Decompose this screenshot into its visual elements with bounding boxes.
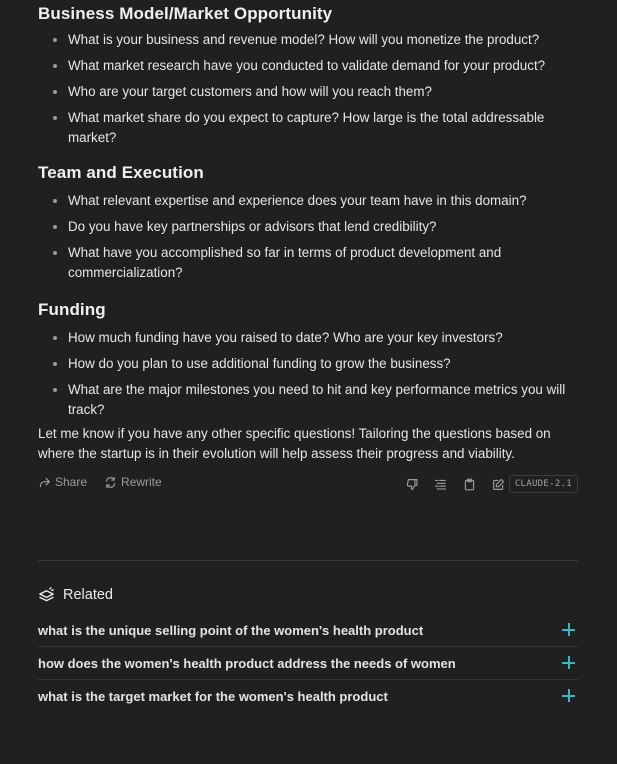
list-item: How much funding have you raised to date? Who are your key investors? xyxy=(38,328,578,348)
list-item: What are the major milestones you need to hit and key performance metrics you will track? xyxy=(38,380,578,419)
list-item: What is your business and revenue model? How will you monetize the product? xyxy=(38,30,578,50)
related-title: Related xyxy=(63,587,113,603)
dislike-button[interactable] xyxy=(404,476,420,492)
list-item: Who are your target customers and how will you reach them? xyxy=(38,82,578,102)
section-heading: Business Model/Market Opportunity xyxy=(38,4,333,23)
list-icon xyxy=(434,478,447,491)
share-icon xyxy=(38,476,51,489)
related-item-label: what is the unique selling point of the women's health product xyxy=(38,622,424,638)
clipboard-icon xyxy=(463,478,476,491)
share-button[interactable] xyxy=(38,475,87,489)
rewrite-button[interactable] xyxy=(104,475,162,489)
list-item: Do you have key partnerships or advisors that lend credibility? xyxy=(38,217,578,237)
section-divider xyxy=(38,560,578,561)
list-item: What relevant expertise and experience does your team have in this domain? xyxy=(38,191,578,211)
answer-content xyxy=(38,0,578,493)
related-heading xyxy=(38,587,113,603)
list-item: What market research have you conducted to validate demand for your product? xyxy=(38,56,578,76)
thumbs-down-icon xyxy=(406,478,419,491)
closing-paragraph: Let me know if you have any other specific questions! Tailoring the questions based on where the startup is in their evolution will help assess their progress and viability. xyxy=(38,426,551,461)
list-item: How do you plan to use additional funding to grow the business? xyxy=(38,354,578,374)
related-list xyxy=(38,614,578,712)
plus-icon[interactable] xyxy=(562,623,576,637)
related-item-label: what is the target market for the women's health product xyxy=(38,688,388,704)
related-item-label: how does the women's health product address the needs of women xyxy=(38,655,456,671)
rewrite-icon xyxy=(104,476,117,489)
model-badge: CLAUDE-2.1 xyxy=(509,475,578,493)
layers-icon xyxy=(38,587,55,603)
section-heading: Funding xyxy=(38,300,106,319)
plus-icon[interactable] xyxy=(562,689,576,703)
list-item: What have you accomplished so far in terms of product development and commercialization? xyxy=(38,243,578,282)
rewrite-label: Rewrite xyxy=(121,475,162,489)
share-label: Share xyxy=(55,475,88,489)
plus-icon[interactable] xyxy=(562,656,576,670)
answer-actions-bar xyxy=(38,475,578,493)
bullet-list xyxy=(38,328,578,419)
related-item[interactable] xyxy=(38,680,578,712)
related-item[interactable] xyxy=(38,647,578,680)
list-item: What market share do you expect to capture? How large is the total addressable market? xyxy=(38,108,578,147)
sources-button[interactable] xyxy=(432,476,448,492)
bullet-list xyxy=(38,30,578,147)
related-item[interactable] xyxy=(38,614,578,647)
section-heading: Team and Execution xyxy=(38,163,204,182)
bullet-list xyxy=(38,191,578,282)
copy-button[interactable] xyxy=(461,476,477,492)
edit-button[interactable] xyxy=(490,476,506,492)
edit-icon xyxy=(492,478,505,491)
